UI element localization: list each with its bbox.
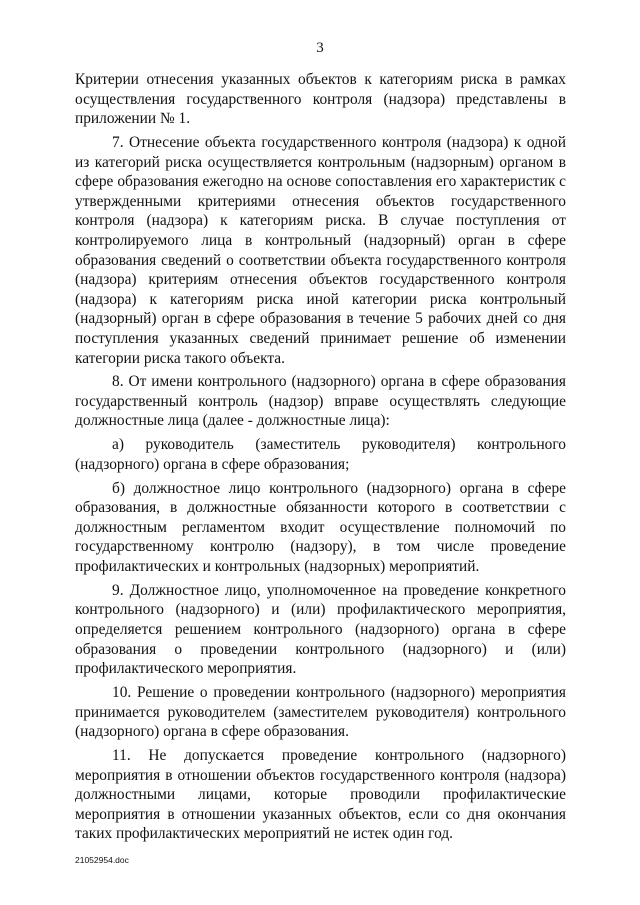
paragraph-item-7: 7. Отнесение объекта государственного контроля (надзора) к одной из категорий риска осуществляется контрольным (надзорным) органом в сфере образования ежегодно на основе сопоставления его характеристик с утвержденными критериями отнесения объектов государственного контроля (надзора) к категориям риска. В случае поступления от контролируемого лица в контрольный (надзорный) орган в сфере образования сведений о соответствии объекта государственного контроля (надзора) критериям отнесения объектов государственного контроля (надзора) к категориям риска иной категории риска контрольный (надзорный) орган в сфере образования в течение 5 рабочих дней со дня поступления указанных сведений принимает решение об изменении категории риска такого объекта. bbox=[75, 133, 566, 367]
paragraph-item-10: 10. Решение о проведении контрольного (надзорного) мероприятия принимается руководителем (заместителем руководителя) контрольного (надзорного) органа в сфере образования. bbox=[75, 683, 566, 741]
paragraph-item-8b: б) должностное лицо контрольного (надзорного) органа в сфере образования, в должностные обязанности которого в соответствии с должностным регламентом входит осуществление полномочий по государственному контролю (надзору), в том числе проведение профилактических и контрольных (надзорных) мероприятий. bbox=[75, 479, 566, 575]
paragraph-item-9: 9. Должностное лицо, уполномоченное на проведение конкретного контрольного (надзорного) и (или) профилактического мероприятия, определяется решением контрольного (надзорного) органа в сфере образования о проведении контрольного (надзорного) и (или) профилактического мероприятия. bbox=[75, 581, 566, 678]
paragraph-criteria-intro: Критерии отнесения указанных объектов к категориям риска в рамках осуществления государственного контроля (надзора) представлены в приложении № 1. bbox=[75, 71, 566, 128]
paragraph-item-11: 11. Не допускается проведение контрольного (надзорного) мероприятия в отношении объектов государственного контроля (надзора) должностными лицами, которые проводили профилактические мероприятия в отношении указанных объектов, если со дня окончания таких профилактических мероприятий не истек один год. bbox=[75, 746, 566, 843]
page-number: 3 bbox=[316, 40, 324, 56]
footer-filename: 21052954.doc bbox=[75, 855, 129, 865]
document-body bbox=[75, 70, 566, 848]
paragraph-item-8: 8. От имени контрольного (надзорного) органа в сфере образования государственный контроль (надзор) вправе осуществлять следующие должностные лица (далее - должностные лица): bbox=[75, 373, 566, 430]
paragraph-item-8a: а) руководитель (заместитель руководителя) контрольного (надзорного) органа в сфере образования; bbox=[75, 436, 566, 473]
